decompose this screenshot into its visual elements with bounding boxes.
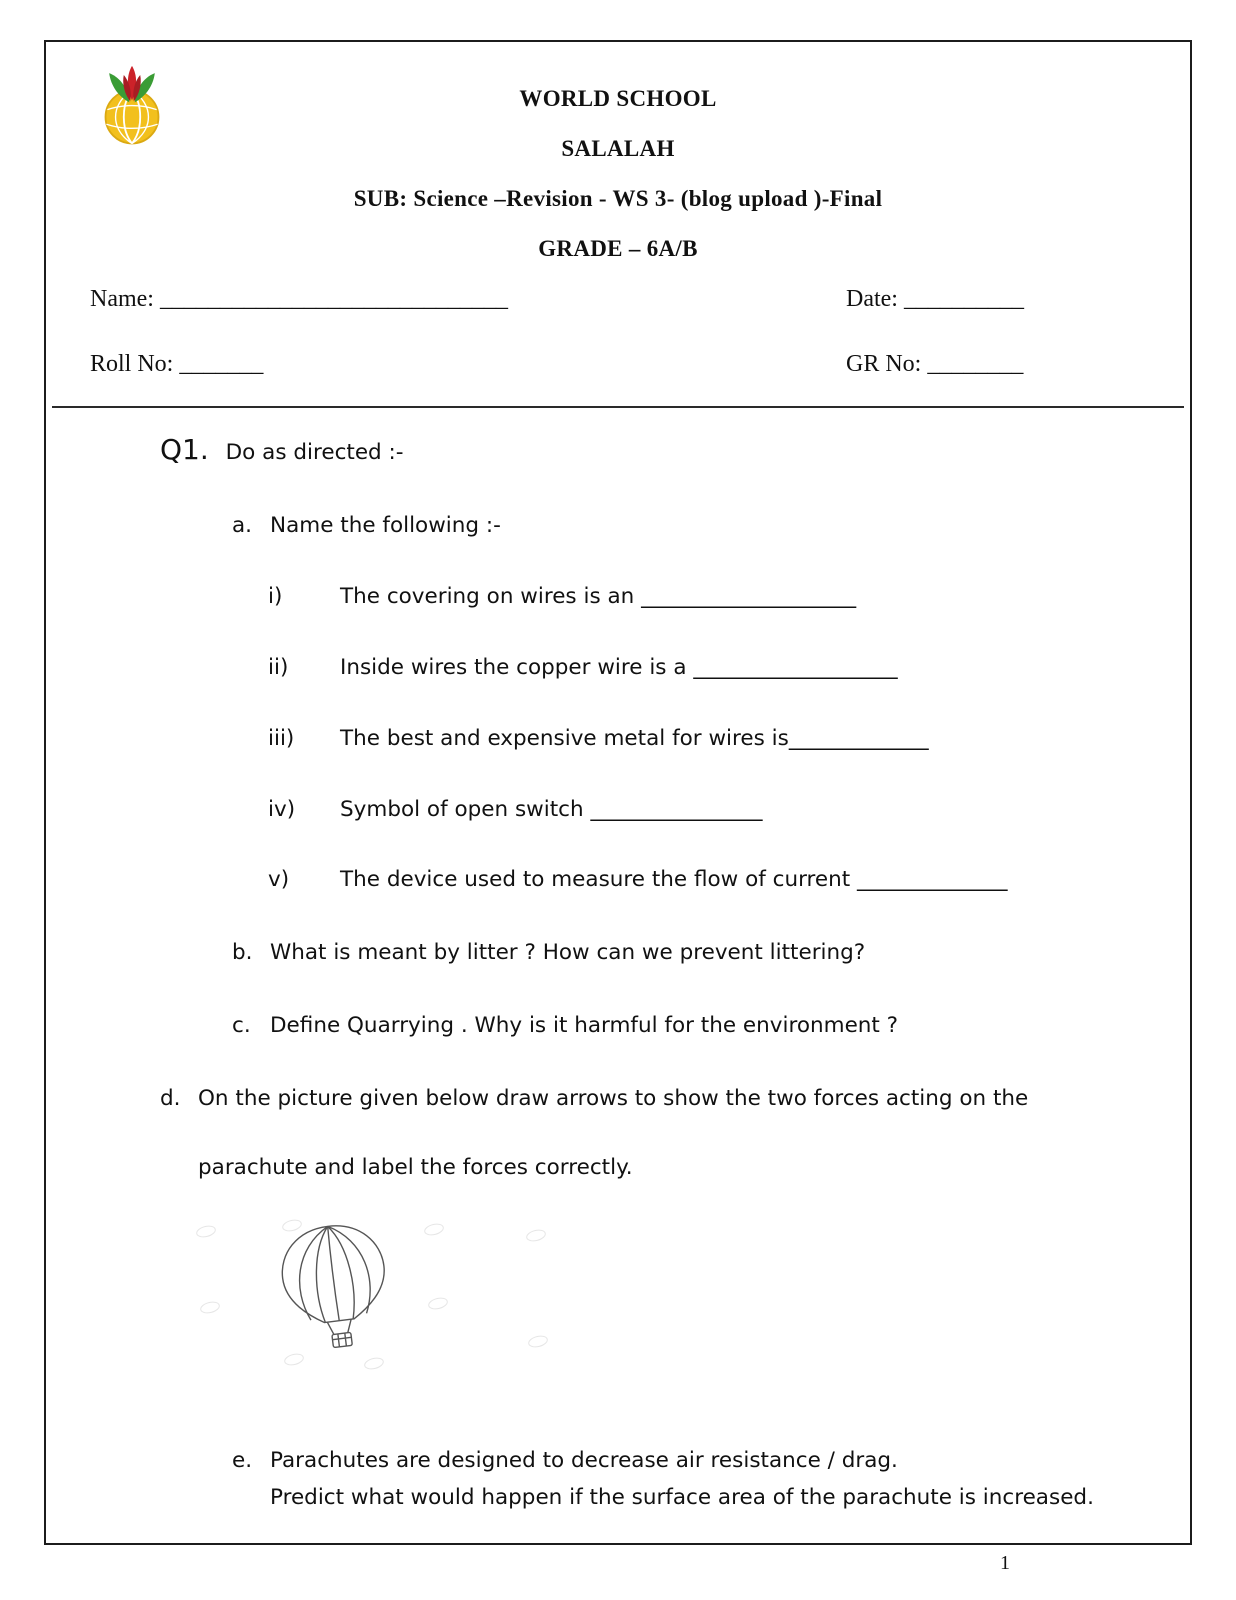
watermark-icon <box>199 1299 221 1315</box>
a-text: Name the following :- <box>270 513 501 538</box>
item-numeral: iii) <box>268 725 295 751</box>
a-letter: a. <box>232 513 253 538</box>
d-text-line1: On the picture given below draw arrows to show the two forces acting on the <box>198 1086 1029 1111</box>
answer-blank: ______________ <box>857 867 1008 893</box>
e-letter: e. <box>232 1447 253 1473</box>
watermark-icon <box>527 1333 549 1349</box>
question-q1 <box>160 432 1190 467</box>
name-item-row-iv <box>268 797 1190 824</box>
subject-line: SUB: Science –Revision - WS 3- (blog upload )-Final <box>353 186 883 211</box>
school-location: SALALAH <box>561 136 675 161</box>
parachute-figure <box>196 1218 636 1370</box>
watermark-icon <box>525 1227 547 1243</box>
watermark-icon <box>363 1355 385 1371</box>
gr-no-label: GR No: <box>846 351 922 377</box>
watermark-icon <box>427 1295 449 1311</box>
item-text: Symbol of open switch ________________ <box>340 796 763 822</box>
watermark-icon <box>195 1223 217 1239</box>
header-titles <box>46 42 1190 262</box>
roll-no-field <box>90 351 263 378</box>
item-text: The best and expensive metal for wires is_____________ <box>340 725 929 751</box>
c-text: Define Quarrying . Why is it harmful for the environment ? <box>270 1013 899 1039</box>
q1-text: Do as directed :- <box>225 440 404 465</box>
name-field <box>90 286 508 313</box>
grade-line: GRADE – 6A/B <box>538 236 698 261</box>
gr-no-field <box>846 351 1146 378</box>
name-item-row-iii <box>268 726 1190 753</box>
roll-no-label: Roll No: <box>90 351 174 377</box>
date-blank: __________ <box>903 286 1024 312</box>
b-text: What is meant by litter ? How can we prevent littering? <box>270 940 866 966</box>
name-item-row-ii <box>268 655 1190 682</box>
hot-air-balloon-icon <box>254 1218 414 1358</box>
page-number: 1 <box>1000 1552 1010 1574</box>
worksheet-body <box>46 408 1190 1512</box>
question-d <box>160 1086 1190 1113</box>
name-item-row-v <box>268 867 1190 894</box>
name-label: Name: <box>90 286 154 312</box>
question-e <box>232 1448 1190 1512</box>
answer-blank: ________________ <box>590 796 763 822</box>
e-text-line1: Parachutes are designed to decrease air resistance / drag. <box>270 1447 898 1473</box>
b-letter: b. <box>232 940 253 966</box>
question-c <box>232 1013 1190 1040</box>
item-numeral: ii) <box>268 654 289 680</box>
watermark-icon <box>423 1221 445 1237</box>
roll-no-blank: _______ <box>179 351 264 377</box>
date-label: Date: <box>846 286 898 312</box>
date-field <box>846 286 1146 313</box>
e-text-line2: Predict what would happen if the surface area of the parachute is increased. <box>270 1484 1094 1510</box>
answer-blank: ____________________ <box>641 583 857 609</box>
c-letter: c. <box>232 1013 251 1039</box>
school-name: WORLD SCHOOL <box>519 86 717 111</box>
school-logo-icon <box>86 64 178 148</box>
item-numeral: v) <box>268 867 290 893</box>
question-a <box>232 513 1190 540</box>
item-text: Inside wires the copper wire is a ___________________ <box>340 654 898 680</box>
d-text-line2: parachute and label the forces correctly. <box>198 1154 633 1180</box>
gr-no-blank: ________ <box>927 351 1024 377</box>
name-item-row-i <box>268 584 1190 611</box>
item-numeral: i) <box>268 583 283 609</box>
name-blank: _____________________________ <box>159 286 508 312</box>
item-text: The device used to measure the flow of current ______________ <box>340 867 1008 893</box>
d-letter: d. <box>160 1086 181 1111</box>
item-numeral: iv) <box>268 796 296 822</box>
answer-blank: ___________________ <box>693 654 898 680</box>
student-fields <box>46 286 1190 378</box>
answer-blank: _____________ <box>788 725 929 751</box>
worksheet-page <box>44 40 1192 1545</box>
question-b <box>232 940 1190 967</box>
q1-number: Q1. <box>160 433 209 466</box>
item-text: The covering on wires is an ____________________ <box>340 583 857 609</box>
